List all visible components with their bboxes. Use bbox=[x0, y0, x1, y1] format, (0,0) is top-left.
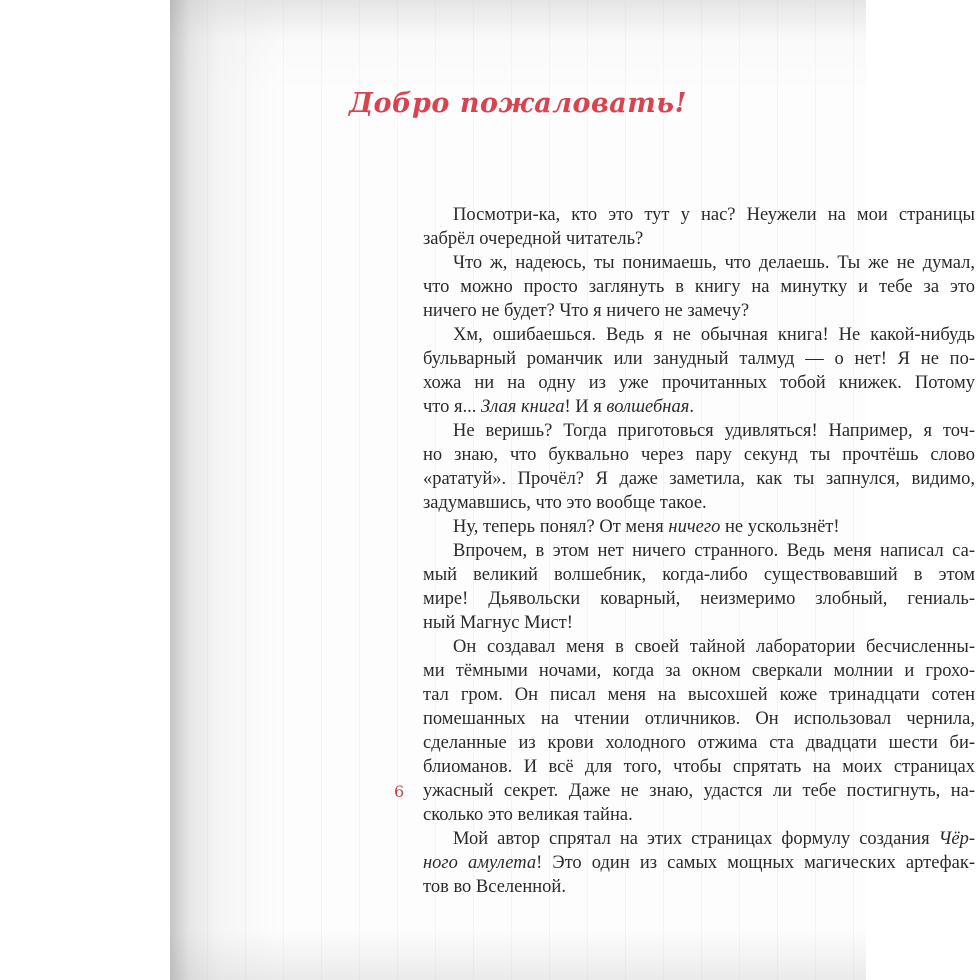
text-segment: Не веришь? Тогда приготовься удивляться! Например, я точ- bbox=[453, 421, 975, 441]
text-segment: ный Магнус Мист! bbox=[423, 613, 573, 633]
body-text bbox=[423, 203, 975, 899]
text-line bbox=[423, 539, 975, 563]
chapter-title: Добро пожаловать! bbox=[349, 88, 687, 119]
text-line bbox=[423, 803, 975, 827]
text-segment: Ну, теперь понял? От меня bbox=[453, 517, 669, 537]
text-line bbox=[423, 851, 975, 875]
text-line bbox=[423, 203, 975, 227]
text-line bbox=[423, 731, 975, 755]
text-segment: не ускользнёт! bbox=[720, 517, 840, 537]
italic-text: ного амулета bbox=[423, 853, 537, 873]
text-segment: задумавшись, что это вообще такое. bbox=[423, 493, 707, 513]
text-line bbox=[423, 443, 975, 467]
text-segment: Что ж, надеюсь, ты понимаешь, что делаешь. Ты же не думал, bbox=[453, 253, 975, 273]
text-segment: ужасный секрет. Даже не знаю, удастся ли тебе постигнуть, на- bbox=[423, 781, 975, 801]
italic-text: Злая книга bbox=[481, 397, 565, 417]
text-line bbox=[423, 659, 975, 683]
text-line bbox=[423, 347, 975, 371]
text-segment: Он создавал меня в своей тайной лаборатории бесчисленны- bbox=[453, 637, 975, 657]
italic-text: волшебная bbox=[606, 397, 690, 417]
text-segment: Мой автор спрятал на этих страницах формулу создания bbox=[453, 829, 939, 849]
text-line bbox=[423, 779, 975, 803]
text-line bbox=[423, 683, 975, 707]
text-segment: блиоманов. И всё для того, чтобы спрятать на моих страницах bbox=[423, 757, 975, 777]
text-line bbox=[423, 827, 975, 851]
text-line bbox=[423, 395, 975, 419]
text-line bbox=[423, 707, 975, 731]
text-segment: Хм, ошибаешься. Ведь я не обычная книга! Не какой-нибудь bbox=[453, 325, 975, 345]
text-line bbox=[423, 227, 975, 251]
text-segment: ми тёмными ночами, когда за окном сверкали молнии и грохо- bbox=[423, 661, 975, 681]
text-line bbox=[423, 467, 975, 491]
text-line bbox=[423, 515, 975, 539]
text-line bbox=[423, 587, 975, 611]
text-line bbox=[423, 275, 975, 299]
text-segment: сделанные из крови холодного отжима ста двадцати шести би- bbox=[423, 733, 975, 753]
text-segment: ничего не будет? Что я ничего не замечу? bbox=[423, 301, 750, 321]
text-line bbox=[423, 635, 975, 659]
page-number: 6 bbox=[394, 782, 405, 801]
text-segment: ! И я bbox=[564, 397, 607, 417]
text-line bbox=[423, 563, 975, 587]
text-segment: что можно просто заглянуть в книгу на минутку и тебе за это bbox=[423, 277, 975, 297]
text-segment: хожа ни на одну из уже прочитанных тобой книжек. Потому bbox=[423, 373, 975, 393]
text-segment: Впрочем, в этом нет ничего странного. Ведь меня написал са- bbox=[453, 541, 975, 561]
text-segment: Посмотри-ка, кто это тут у нас? Неужели на мои страницы bbox=[453, 205, 975, 225]
text-segment: . bbox=[689, 397, 694, 417]
text-segment: тов во Вселенной. bbox=[423, 877, 566, 897]
text-segment: забрёл очередной читатель? bbox=[423, 229, 644, 249]
text-line bbox=[423, 251, 975, 275]
text-segment: мый великий волшебник, когда-либо существовавший в этом bbox=[423, 565, 975, 585]
italic-text: Чёр- bbox=[938, 829, 975, 849]
text-segment: что я... bbox=[423, 397, 482, 417]
text-segment: помешанных на чтении отличников. Он использовал чернила, bbox=[423, 709, 975, 729]
text-segment: «рататуй». Прочёл? Я даже заметила, как ты запнулся, видимо, bbox=[423, 469, 975, 489]
italic-text: ничего bbox=[668, 517, 721, 537]
text-segment: мире! Дьявольски коварный, неизмеримо злобный, гениаль- bbox=[423, 589, 975, 609]
text-segment: бульварный романчик или занудный талмуд — о нет! Я не по- bbox=[423, 349, 975, 369]
text-line bbox=[423, 491, 975, 515]
text-line bbox=[423, 299, 975, 323]
text-segment: тал гром. Он писал меня на высохшей коже тринадцати сотен bbox=[423, 685, 975, 705]
text-line bbox=[423, 755, 975, 779]
text-segment: сколько это великая тайна. bbox=[423, 805, 633, 825]
text-line bbox=[423, 611, 975, 635]
text-segment: ! Это один из самых мощных магических артефак- bbox=[536, 853, 975, 873]
book-page bbox=[170, 0, 975, 980]
text-line bbox=[423, 419, 975, 443]
text-line bbox=[423, 323, 975, 347]
text-line bbox=[423, 371, 975, 395]
text-line bbox=[423, 875, 975, 899]
text-segment: но знаю, что буквально через пару секунд ты прочтёшь слово bbox=[423, 445, 975, 465]
